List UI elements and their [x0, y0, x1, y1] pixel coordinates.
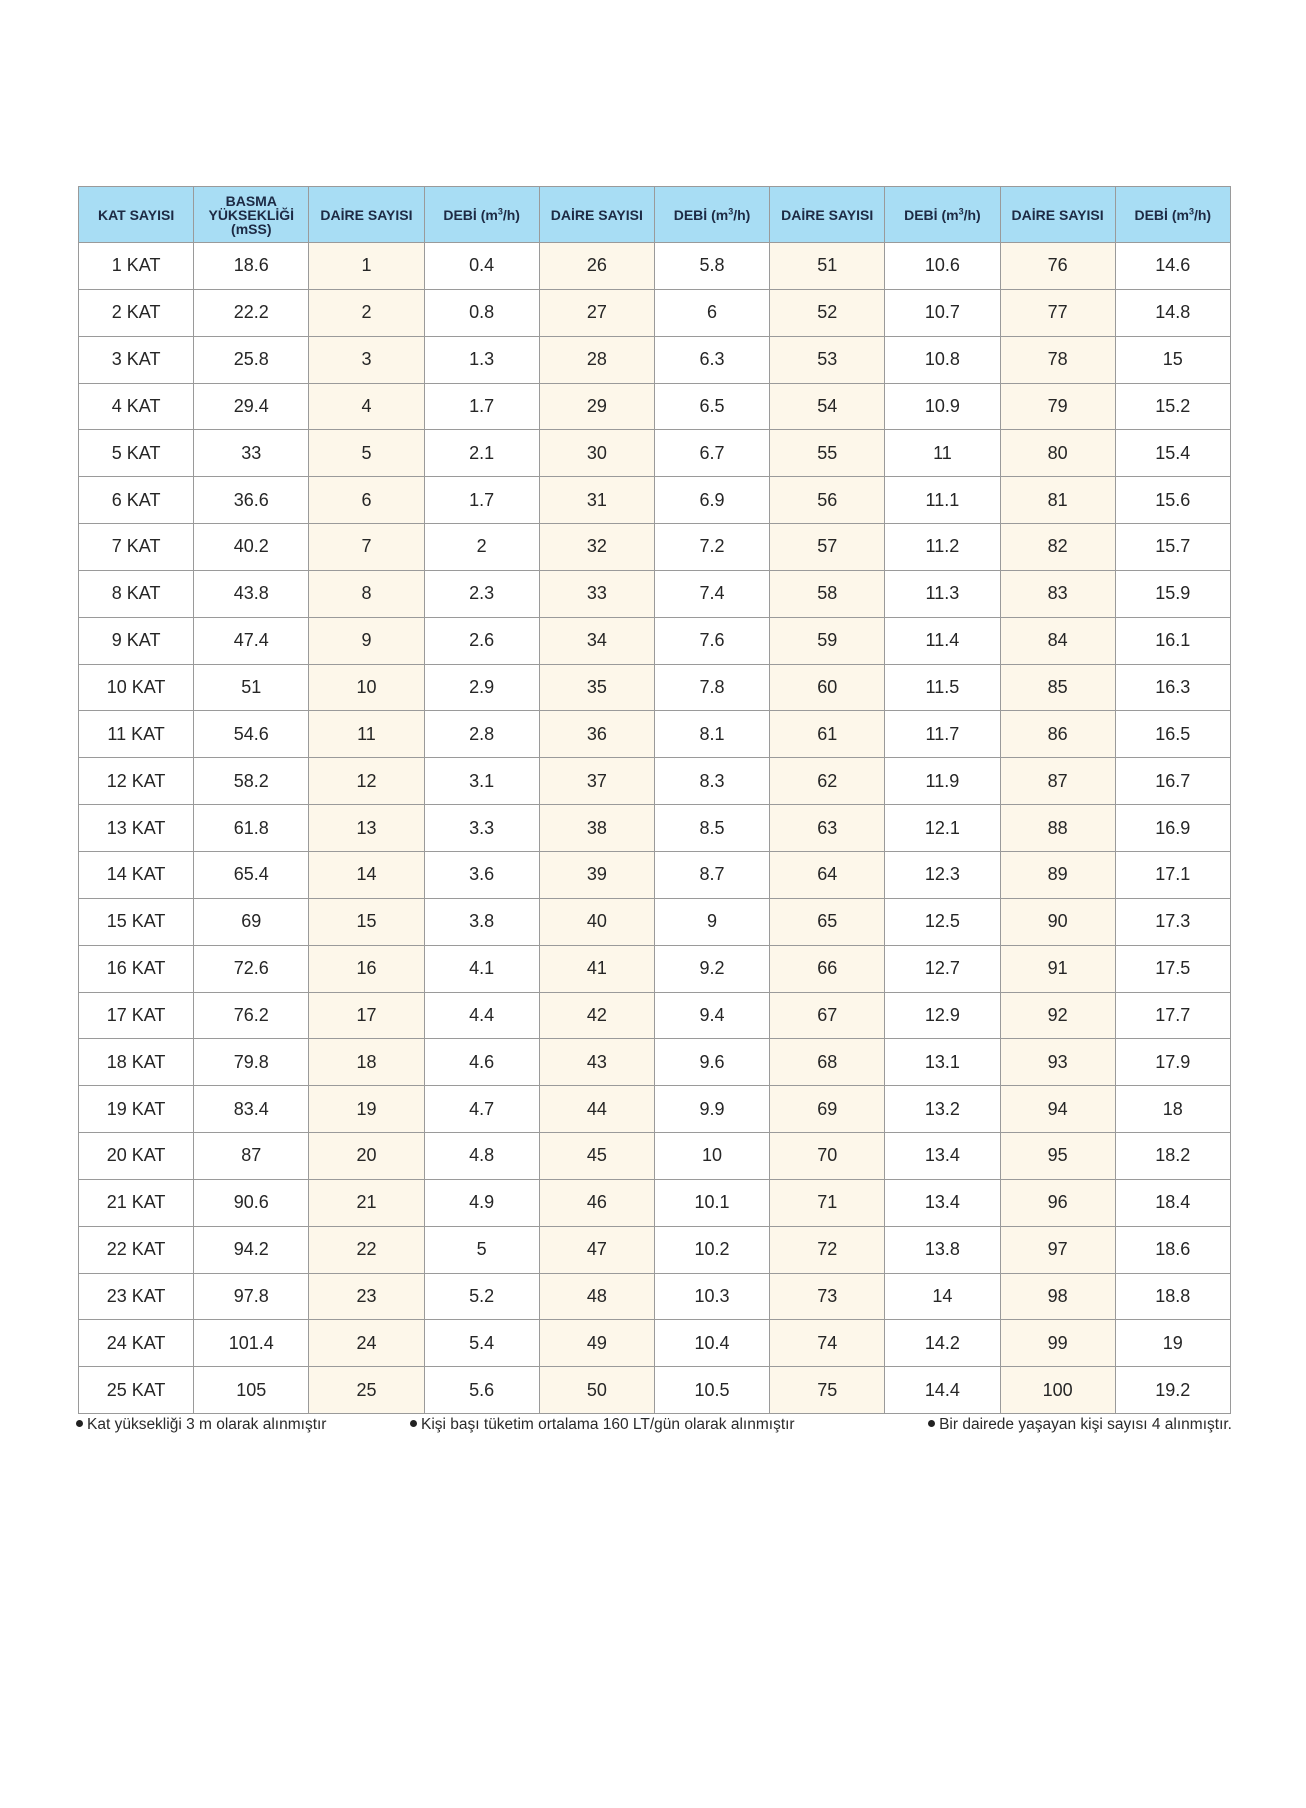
table-cell: 61.8	[194, 805, 309, 852]
table-cell: 10.2	[654, 1226, 769, 1273]
table-cell: 60	[770, 664, 885, 711]
table-cell: 9	[654, 898, 769, 945]
table-cell: 30	[539, 430, 654, 477]
table-cell: 91	[1000, 945, 1115, 992]
table-cell: 15.7	[1115, 524, 1230, 571]
table-cell: 66	[770, 945, 885, 992]
table-cell: 1 KAT	[79, 243, 194, 290]
table-cell: 12	[309, 758, 424, 805]
table-cell: 6	[654, 289, 769, 336]
table-row	[79, 1273, 1231, 1320]
table-cell: 16.5	[1115, 711, 1230, 758]
table-cell: 11.3	[885, 570, 1000, 617]
table-cell: 0.8	[424, 289, 539, 336]
table-cell: 18.8	[1115, 1273, 1230, 1320]
table-cell: 13.8	[885, 1226, 1000, 1273]
table-cell: 14	[309, 851, 424, 898]
table-cell: 11.5	[885, 664, 1000, 711]
table-row	[79, 1133, 1231, 1180]
table-cell: 99	[1000, 1320, 1115, 1367]
table-cell: 94.2	[194, 1226, 309, 1273]
table-cell: 10.5	[654, 1367, 769, 1414]
table-cell: 20 KAT	[79, 1133, 194, 1180]
table-cell: 14.4	[885, 1367, 1000, 1414]
table-cell: 17.7	[1115, 992, 1230, 1039]
table-cell: 6.9	[654, 477, 769, 524]
header-daire-sayisi: DAİRE SAYISI	[1000, 187, 1115, 243]
table-cell: 6 KAT	[79, 477, 194, 524]
table-cell: 79.8	[194, 1039, 309, 1086]
table-cell: 94	[1000, 1086, 1115, 1133]
table-cell: 10 KAT	[79, 664, 194, 711]
table-cell: 4.1	[424, 945, 539, 992]
table-cell: 92	[1000, 992, 1115, 1039]
table-cell: 76.2	[194, 992, 309, 1039]
table-cell: 64	[770, 851, 885, 898]
table-cell: 42	[539, 992, 654, 1039]
table-cell: 10	[654, 1133, 769, 1180]
table-cell: 43	[539, 1039, 654, 1086]
table-cell: 17	[309, 992, 424, 1039]
header-debi: DEBİ $(m^3/h)$	[654, 187, 769, 243]
table-cell: 1.3	[424, 336, 539, 383]
table-cell: 58	[770, 570, 885, 617]
table-row	[79, 945, 1231, 992]
footnote-persons-per-flat	[928, 1416, 1232, 1434]
table-cell: 87	[194, 1133, 309, 1180]
table-row	[79, 1320, 1231, 1367]
table-cell: 100	[1000, 1367, 1115, 1414]
table-cell: 76	[1000, 243, 1115, 290]
table-cell: 18	[309, 1039, 424, 1086]
table-cell: 19 KAT	[79, 1086, 194, 1133]
table-cell: 3	[309, 336, 424, 383]
table-cell: 48	[539, 1273, 654, 1320]
table-cell: 27	[539, 289, 654, 336]
table-cell: 11 KAT	[79, 711, 194, 758]
table-cell: 13 KAT	[79, 805, 194, 852]
table-cell: 12.7	[885, 945, 1000, 992]
table-cell: 57	[770, 524, 885, 571]
table-cell: 2.9	[424, 664, 539, 711]
table-cell: 58.2	[194, 758, 309, 805]
table-cell: 6.5	[654, 383, 769, 430]
table-cell: 33	[194, 430, 309, 477]
header-kat-sayisi: KAT SAYISI	[79, 187, 194, 243]
table-cell: 75	[770, 1367, 885, 1414]
table-cell: 1.7	[424, 477, 539, 524]
table-cell: 17.3	[1115, 898, 1230, 945]
table-cell: 3.1	[424, 758, 539, 805]
table-cell: 55	[770, 430, 885, 477]
table-cell: 24	[309, 1320, 424, 1367]
table-cell: 88	[1000, 805, 1115, 852]
table-cell: 0.4	[424, 243, 539, 290]
table-cell: 22	[309, 1226, 424, 1273]
table-cell: 36.6	[194, 477, 309, 524]
table-cell: 26	[539, 243, 654, 290]
table-cell: 18	[1115, 1086, 1230, 1133]
footnote-text: Kat yüksekliği 3 m olarak alınmıştır	[87, 1416, 327, 1433]
table-cell: 59	[770, 617, 885, 664]
table-cell: 69	[770, 1086, 885, 1133]
table-cell: 38	[539, 805, 654, 852]
table-cell: 83.4	[194, 1086, 309, 1133]
table-cell: 11.7	[885, 711, 1000, 758]
table-header-row	[79, 187, 1231, 243]
table-cell: 71	[770, 1179, 885, 1226]
table-cell: 72	[770, 1226, 885, 1273]
table-cell: 85	[1000, 664, 1115, 711]
table-row	[79, 570, 1231, 617]
table-row	[79, 477, 1231, 524]
table-cell: 10.3	[654, 1273, 769, 1320]
table-cell: 11.1	[885, 477, 1000, 524]
table-cell: 16	[309, 945, 424, 992]
table-cell: 14.6	[1115, 243, 1230, 290]
table-row	[79, 617, 1231, 664]
table-cell: 73	[770, 1273, 885, 1320]
table-cell: 13.2	[885, 1086, 1000, 1133]
table-cell: 97	[1000, 1226, 1115, 1273]
table-cell: 61	[770, 711, 885, 758]
table-cell: 6.3	[654, 336, 769, 383]
table-cell: 12.5	[885, 898, 1000, 945]
table-row	[79, 1226, 1231, 1273]
table-cell: 7	[309, 524, 424, 571]
table-cell: 5.8	[654, 243, 769, 290]
table-cell: 82	[1000, 524, 1115, 571]
table-row	[79, 243, 1231, 290]
table-cell: 4.7	[424, 1086, 539, 1133]
table-cell: 5	[309, 430, 424, 477]
table-cell: 36	[539, 711, 654, 758]
table-cell: 63	[770, 805, 885, 852]
table-cell: 56	[770, 477, 885, 524]
table-cell: 72.6	[194, 945, 309, 992]
table-cell: 11.4	[885, 617, 1000, 664]
table-cell: 19	[309, 1086, 424, 1133]
table-row	[79, 1086, 1231, 1133]
table-cell: 17 KAT	[79, 992, 194, 1039]
table-cell: 2	[424, 524, 539, 571]
table-cell: 12.3	[885, 851, 1000, 898]
table-cell: 2.3	[424, 570, 539, 617]
table-cell: 8.5	[654, 805, 769, 852]
table-cell: 13	[309, 805, 424, 852]
table-cell: 2 KAT	[79, 289, 194, 336]
table-cell: 19	[1115, 1320, 1230, 1367]
table-cell: 80	[1000, 430, 1115, 477]
table-cell: 5	[424, 1226, 539, 1273]
table-cell: 34	[539, 617, 654, 664]
table-cell: 25	[309, 1367, 424, 1414]
table-cell: 95	[1000, 1133, 1115, 1180]
table-cell: 2.1	[424, 430, 539, 477]
table-cell: 7.8	[654, 664, 769, 711]
footnote-consumption	[410, 1416, 795, 1434]
table-cell: 31	[539, 477, 654, 524]
table-cell: 43.8	[194, 570, 309, 617]
footnotes	[76, 1416, 1232, 1440]
table-cell: 15.6	[1115, 477, 1230, 524]
table-cell: 14 KAT	[79, 851, 194, 898]
table-cell: 5.6	[424, 1367, 539, 1414]
table-cell: 12.9	[885, 992, 1000, 1039]
table-cell: 20	[309, 1133, 424, 1180]
table-cell: 7.6	[654, 617, 769, 664]
table-cell: 96	[1000, 1179, 1115, 1226]
table-cell: 22 KAT	[79, 1226, 194, 1273]
table-cell: 39	[539, 851, 654, 898]
table-cell: 11.2	[885, 524, 1000, 571]
table-cell: 32	[539, 524, 654, 571]
table-cell: 79	[1000, 383, 1115, 430]
table-cell: 14.8	[1115, 289, 1230, 336]
table-cell: 9	[309, 617, 424, 664]
footnote-text: Bir dairede yaşayan kişi sayısı 4 alınmıştır.	[939, 1416, 1232, 1433]
table-cell: 2.6	[424, 617, 539, 664]
table-cell: 15.9	[1115, 570, 1230, 617]
table-cell: 105	[194, 1367, 309, 1414]
table-cell: 4.9	[424, 1179, 539, 1226]
table-cell: 16.3	[1115, 664, 1230, 711]
table-cell: 16 KAT	[79, 945, 194, 992]
table-cell: 98	[1000, 1273, 1115, 1320]
table-cell: 18.2	[1115, 1133, 1230, 1180]
table-cell: 12.1	[885, 805, 1000, 852]
table-cell: 78	[1000, 336, 1115, 383]
table-cell: 5.4	[424, 1320, 539, 1367]
table-cell: 3 KAT	[79, 336, 194, 383]
pump-selection-table-container	[78, 186, 1230, 1414]
table-cell: 33	[539, 570, 654, 617]
table-cell: 97.8	[194, 1273, 309, 1320]
table-cell: 65.4	[194, 851, 309, 898]
table-cell: 50	[539, 1367, 654, 1414]
table-cell: 17.9	[1115, 1039, 1230, 1086]
table-row	[79, 664, 1231, 711]
table-cell: 9.9	[654, 1086, 769, 1133]
table-cell: 47	[539, 1226, 654, 1273]
bullet-icon	[410, 1420, 417, 1427]
table-cell: 10.7	[885, 289, 1000, 336]
table-cell: 19.2	[1115, 1367, 1230, 1414]
table-cell: 15	[309, 898, 424, 945]
table-cell: 70	[770, 1133, 885, 1180]
table-row	[79, 1367, 1231, 1414]
table-cell: 18.4	[1115, 1179, 1230, 1226]
table-row	[79, 758, 1231, 805]
table-cell: 68	[770, 1039, 885, 1086]
table-cell: 9.2	[654, 945, 769, 992]
table-cell: 49	[539, 1320, 654, 1367]
table-cell: 1.7	[424, 383, 539, 430]
table-cell: 25 KAT	[79, 1367, 194, 1414]
table-cell: 15.2	[1115, 383, 1230, 430]
table-cell: 37	[539, 758, 654, 805]
table-cell: 2	[309, 289, 424, 336]
table-cell: 1	[309, 243, 424, 290]
table-cell: 9.6	[654, 1039, 769, 1086]
header-debi: DEBİ $(m^3/h)$	[1115, 187, 1230, 243]
table-row	[79, 524, 1231, 571]
table-cell: 18.6	[1115, 1226, 1230, 1273]
table-cell: 87	[1000, 758, 1115, 805]
table-cell: 10.9	[885, 383, 1000, 430]
bullet-icon	[76, 1420, 83, 1427]
table-cell: 9 KAT	[79, 617, 194, 664]
table-row	[79, 336, 1231, 383]
table-cell: 8 KAT	[79, 570, 194, 617]
table-cell: 23 KAT	[79, 1273, 194, 1320]
table-cell: 3.3	[424, 805, 539, 852]
table-cell: 2.8	[424, 711, 539, 758]
table-cell: 10.8	[885, 336, 1000, 383]
table-cell: 77	[1000, 289, 1115, 336]
table-row	[79, 851, 1231, 898]
table-row	[79, 1039, 1231, 1086]
table-cell: 4.6	[424, 1039, 539, 1086]
table-cell: 21 KAT	[79, 1179, 194, 1226]
table-cell: 22.2	[194, 289, 309, 336]
bullet-icon	[928, 1420, 935, 1427]
table-cell: 14.2	[885, 1320, 1000, 1367]
table-cell: 67	[770, 992, 885, 1039]
table-cell: 28	[539, 336, 654, 383]
table-cell: 7.2	[654, 524, 769, 571]
table-cell: 11.9	[885, 758, 1000, 805]
table-cell: 46	[539, 1179, 654, 1226]
table-row	[79, 1179, 1231, 1226]
table-cell: 16.7	[1115, 758, 1230, 805]
table-cell: 15 KAT	[79, 898, 194, 945]
table-row	[79, 430, 1231, 477]
table-cell: 69	[194, 898, 309, 945]
header-daire-sayisi: DAİRE SAYISI	[539, 187, 654, 243]
table-cell: 13.1	[885, 1039, 1000, 1086]
table-cell: 16.9	[1115, 805, 1230, 852]
pump-selection-table	[78, 186, 1231, 1414]
table-cell: 29	[539, 383, 654, 430]
table-cell: 45	[539, 1133, 654, 1180]
table-cell: 90	[1000, 898, 1115, 945]
header-debi: DEBİ $(m^3/h)$	[424, 187, 539, 243]
table-cell: 4.8	[424, 1133, 539, 1180]
header-debi: DEBİ $(m^3/h)$	[885, 187, 1000, 243]
table-cell: 10.1	[654, 1179, 769, 1226]
table-cell: 9.4	[654, 992, 769, 1039]
table-cell: 52	[770, 289, 885, 336]
table-cell: 12 KAT	[79, 758, 194, 805]
table-cell: 17.1	[1115, 851, 1230, 898]
table-cell: 25.8	[194, 336, 309, 383]
table-cell: 89	[1000, 851, 1115, 898]
table-cell: 29.4	[194, 383, 309, 430]
table-cell: 8.1	[654, 711, 769, 758]
table-cell: 53	[770, 336, 885, 383]
table-cell: 101.4	[194, 1320, 309, 1367]
table-cell: 41	[539, 945, 654, 992]
table-cell: 35	[539, 664, 654, 711]
table-cell: 10	[309, 664, 424, 711]
table-cell: 21	[309, 1179, 424, 1226]
table-cell: 4.4	[424, 992, 539, 1039]
table-cell: 13.4	[885, 1179, 1000, 1226]
table-cell: 40	[539, 898, 654, 945]
table-cell: 47.4	[194, 617, 309, 664]
table-cell: 17.5	[1115, 945, 1230, 992]
table-cell: 16.1	[1115, 617, 1230, 664]
table-cell: 6	[309, 477, 424, 524]
table-cell: 3.8	[424, 898, 539, 945]
table-cell: 65	[770, 898, 885, 945]
table-cell: 8.7	[654, 851, 769, 898]
table-row	[79, 711, 1231, 758]
table-cell: 10.4	[654, 1320, 769, 1367]
footnote-text: Kişi başı tüketim ortalama 160 LT/gün olarak alınmıştır	[421, 1416, 795, 1433]
table-cell: 81	[1000, 477, 1115, 524]
table-cell: 13.4	[885, 1133, 1000, 1180]
table-cell: 15.4	[1115, 430, 1230, 477]
table-cell: 93	[1000, 1039, 1115, 1086]
table-cell: 62	[770, 758, 885, 805]
table-cell: 15	[1115, 336, 1230, 383]
header-daire-sayisi: DAİRE SAYISI	[309, 187, 424, 243]
table-cell: 5 KAT	[79, 430, 194, 477]
table-cell: 4	[309, 383, 424, 430]
table-cell: 18 KAT	[79, 1039, 194, 1086]
table-cell: 23	[309, 1273, 424, 1320]
table-cell: 3.6	[424, 851, 539, 898]
table-cell: 14	[885, 1273, 1000, 1320]
table-cell: 5.2	[424, 1273, 539, 1320]
table-cell: 83	[1000, 570, 1115, 617]
table-cell: 6.7	[654, 430, 769, 477]
header-basma-yuksekligi: BASMA YÜKSEKLİĞİ (mSS)	[194, 187, 309, 243]
table-cell: 51	[770, 243, 885, 290]
table-cell: 24 KAT	[79, 1320, 194, 1367]
table-cell: 51	[194, 664, 309, 711]
table-cell: 54.6	[194, 711, 309, 758]
table-cell: 10.6	[885, 243, 1000, 290]
table-cell: 18.6	[194, 243, 309, 290]
table-cell: 44	[539, 1086, 654, 1133]
table-row	[79, 805, 1231, 852]
table-cell: 11	[309, 711, 424, 758]
table-cell: 8.3	[654, 758, 769, 805]
footnote-floor-height	[76, 1416, 326, 1434]
table-row	[79, 898, 1231, 945]
table-cell: 74	[770, 1320, 885, 1367]
table-row	[79, 289, 1231, 336]
table-cell: 90.6	[194, 1179, 309, 1226]
table-cell: 8	[309, 570, 424, 617]
table-row	[79, 383, 1231, 430]
header-daire-sayisi: DAİRE SAYISI	[770, 187, 885, 243]
table-cell: 11	[885, 430, 1000, 477]
table-cell: 40.2	[194, 524, 309, 571]
table-cell: 54	[770, 383, 885, 430]
table-row	[79, 992, 1231, 1039]
table-cell: 4 KAT	[79, 383, 194, 430]
table-body	[79, 243, 1231, 1414]
table-cell: 86	[1000, 711, 1115, 758]
table-cell: 7.4	[654, 570, 769, 617]
table-cell: 84	[1000, 617, 1115, 664]
table-cell: 7 KAT	[79, 524, 194, 571]
